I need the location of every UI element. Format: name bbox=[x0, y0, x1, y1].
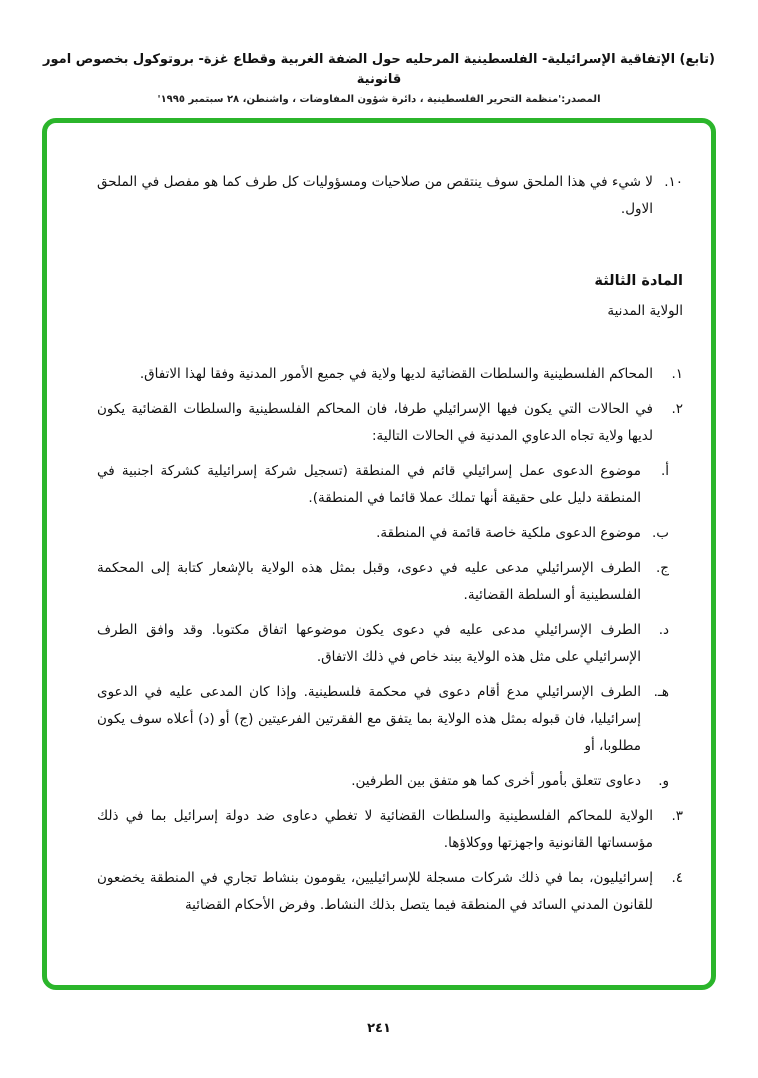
document-source: المصدر:'منظمة التحرير الفلسطينية ، دائرة شؤون المفاوضات ، واشنطن، ٢٨ سبتمبر ١٩٩٥' bbox=[157, 94, 601, 105]
list-item bbox=[97, 679, 669, 760]
list-item-text: الطرف الإسرائيلي مدعى عليه في دعوى يكون موضوعها اتفاق مكتوبا. وقد وافق الطرف الإسرائيلي على مثل هذه الولاية ببند خاص في ذلك الاتفاق. bbox=[97, 622, 641, 665]
list-item bbox=[97, 803, 683, 857]
list-item bbox=[97, 555, 669, 609]
list-item-marker: ١. bbox=[671, 366, 683, 382]
content-frame bbox=[42, 118, 716, 990]
article-heading: المادة الثالثة bbox=[594, 273, 683, 289]
list-item bbox=[97, 361, 683, 388]
list-item-text: موضوع الدعوى ملكية خاصة قائمة في المنطقة. bbox=[376, 525, 641, 541]
document-footer bbox=[0, 1021, 758, 1036]
list-item bbox=[97, 458, 669, 512]
list-item-marker: ٣. bbox=[671, 808, 683, 824]
list-item-marker: د. bbox=[658, 622, 669, 638]
paragraph-item-10 bbox=[97, 169, 683, 223]
list-item-text: الطرف الإسرائيلي مدع أقام دعوى في محكمة فلسطينية. وإذا كان المدعى عليه في الدعوى إسرائيليا، فان قبوله بمثل هذه الولاية بما يتفق مع الفقرتين الفرعيتين (ج) أو (د) أعلاه سوف يكون مطلوبا، أو bbox=[97, 684, 641, 754]
list-item-marker: ج. bbox=[655, 560, 669, 576]
civil-jurisdiction-list bbox=[97, 361, 683, 919]
list-item-marker: أ. bbox=[660, 463, 669, 479]
list-item-text: في الحالات التي يكون فيها الإسرائيلي طرفا، فان المحاكم الفلسطينية والسلطات القضائية يكون لديها ولاية تجاه الدعاوي المدنية في الحالات التالية: bbox=[97, 401, 653, 444]
list-item bbox=[97, 520, 669, 547]
list-item-marker: و. bbox=[658, 773, 669, 789]
item-10-text: لا شيء في هذا الملحق سوف ينتقص من صلاحيات ومسؤوليات كل طرف كما هو مفصل في الملحق الاول. bbox=[97, 174, 653, 217]
list-item-text: دعاوى تتعلق بأمور أخرى كما هو متفق بين الطرفين. bbox=[351, 773, 641, 789]
list-item-text: موضوع الدعوى عمل إسرائيلي قائم في المنطقة (تسجيل شركة إسرائيلية كشركة اجنبية في المنطقة دليل على حقيقة أنها تملك عملا قائما في المنطقة). bbox=[97, 463, 641, 506]
list-item bbox=[97, 396, 683, 450]
list-item bbox=[97, 617, 669, 671]
list-item-text: إسرائيليون، بما في ذلك شركات مسجلة للإسرائيليين، يقومون بنشاط تجاري في المنطقة يخضعون للقانون المدني السائد في المنطقة فيما يتصل بذلك النشاط. وفرض الأحكام القضائية bbox=[97, 870, 653, 913]
list-item-text: الطرف الإسرائيلي مدعى عليه في دعوى، وقبل بمثل هذه الولاية بالإشعار كتابة إلى المحكمة الفلسطينية أو السلطة القضائية. bbox=[97, 560, 641, 603]
list-item-text: المحاكم الفلسطينية والسلطات القضائية لديها ولاية في جميع الأمور المدنية وفقا لهذا الاتفاق. bbox=[139, 366, 653, 382]
list-item-marker: ب. bbox=[651, 525, 669, 541]
list-item-marker: ٤. bbox=[671, 870, 683, 886]
list-item bbox=[97, 768, 669, 795]
article-subheading: الولاية المدنية bbox=[607, 303, 683, 319]
page-number: ٢٤١ bbox=[367, 1021, 391, 1036]
list-item bbox=[97, 865, 683, 919]
list-item-text: الولاية للمحاكم الفلسطينية والسلطات القضائية لا تغطي دعاوى ضد دولة إسرائيل بما في ذلك مؤسساتها القانونية واجهزتها ووكلاؤها. bbox=[97, 808, 653, 851]
document-title: (تابع) الإتفاقية الإسرائيلية- الفلسطينية المرحليه حول الضفة الغربية وقطاع غزة- بروتوكول بخصوص امور قانونية bbox=[43, 52, 715, 87]
list-item-marker: هـ. bbox=[653, 684, 669, 700]
document-header bbox=[40, 50, 718, 105]
item-10-marker: ١٠. bbox=[664, 174, 683, 190]
list-item-marker: ٢. bbox=[671, 401, 683, 417]
